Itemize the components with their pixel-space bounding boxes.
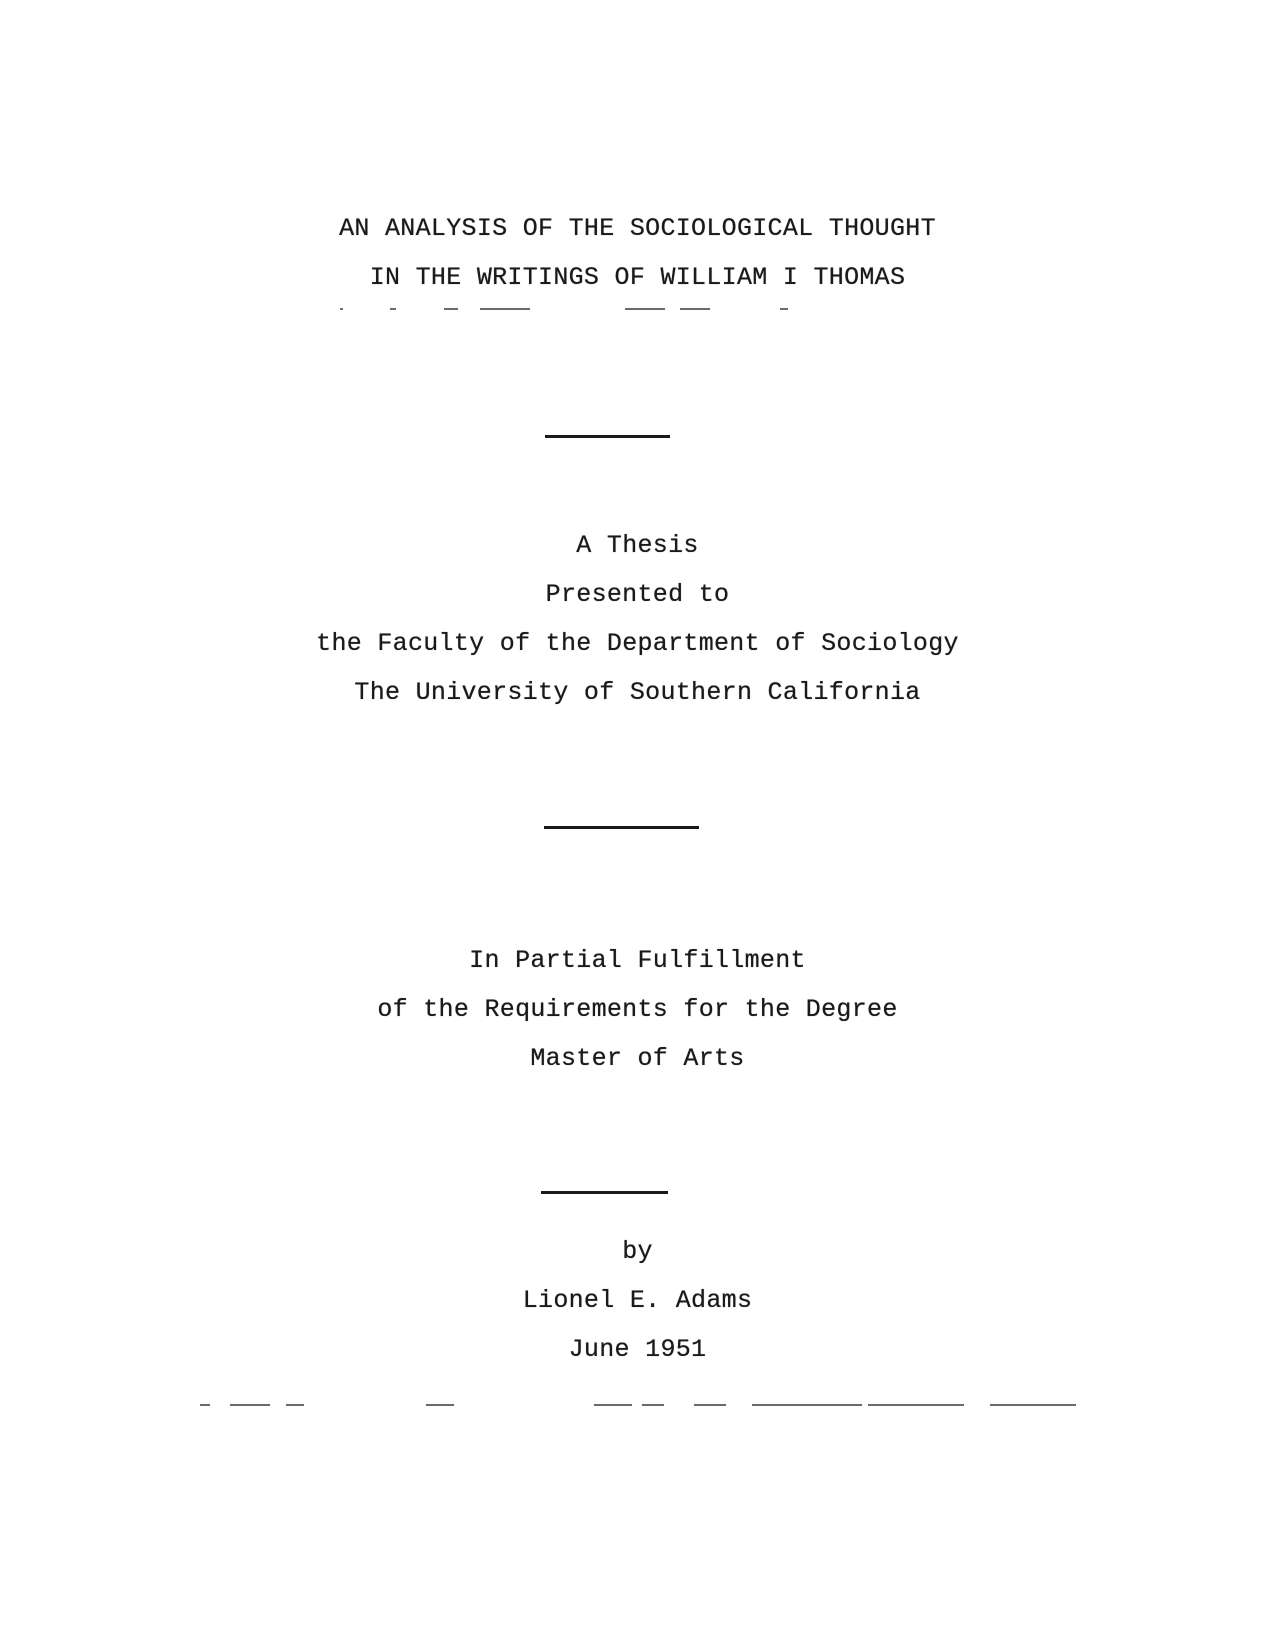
by-label: by [622, 1237, 653, 1266]
scan-noise-bottom [200, 1402, 1080, 1408]
requirements-line: of the Requirements for the Degree [377, 995, 898, 1024]
fulfillment-line: In Partial Fulfillment [469, 946, 806, 975]
date-line: June 1951 [568, 1335, 707, 1364]
faculty-line: the Faculty of the Department of Sociology [316, 629, 959, 658]
divider-rule [544, 826, 699, 829]
scan-noise-top [340, 306, 800, 312]
thesis-label: A Thesis [576, 531, 699, 560]
divider-rule [541, 1191, 668, 1194]
presented-to: Presented to [545, 580, 730, 609]
divider-rule [545, 435, 670, 438]
title-line-1: AN ANALYSIS OF THE SOCIOLOGICAL THOUGHT [339, 214, 936, 243]
degree-line: Master of Arts [530, 1044, 745, 1073]
author-name: Lionel E. Adams [522, 1286, 753, 1315]
university-line: The University of Southern California [354, 678, 921, 707]
title-line-2: IN THE WRITINGS OF WILLIAM I THOMAS [369, 263, 906, 292]
